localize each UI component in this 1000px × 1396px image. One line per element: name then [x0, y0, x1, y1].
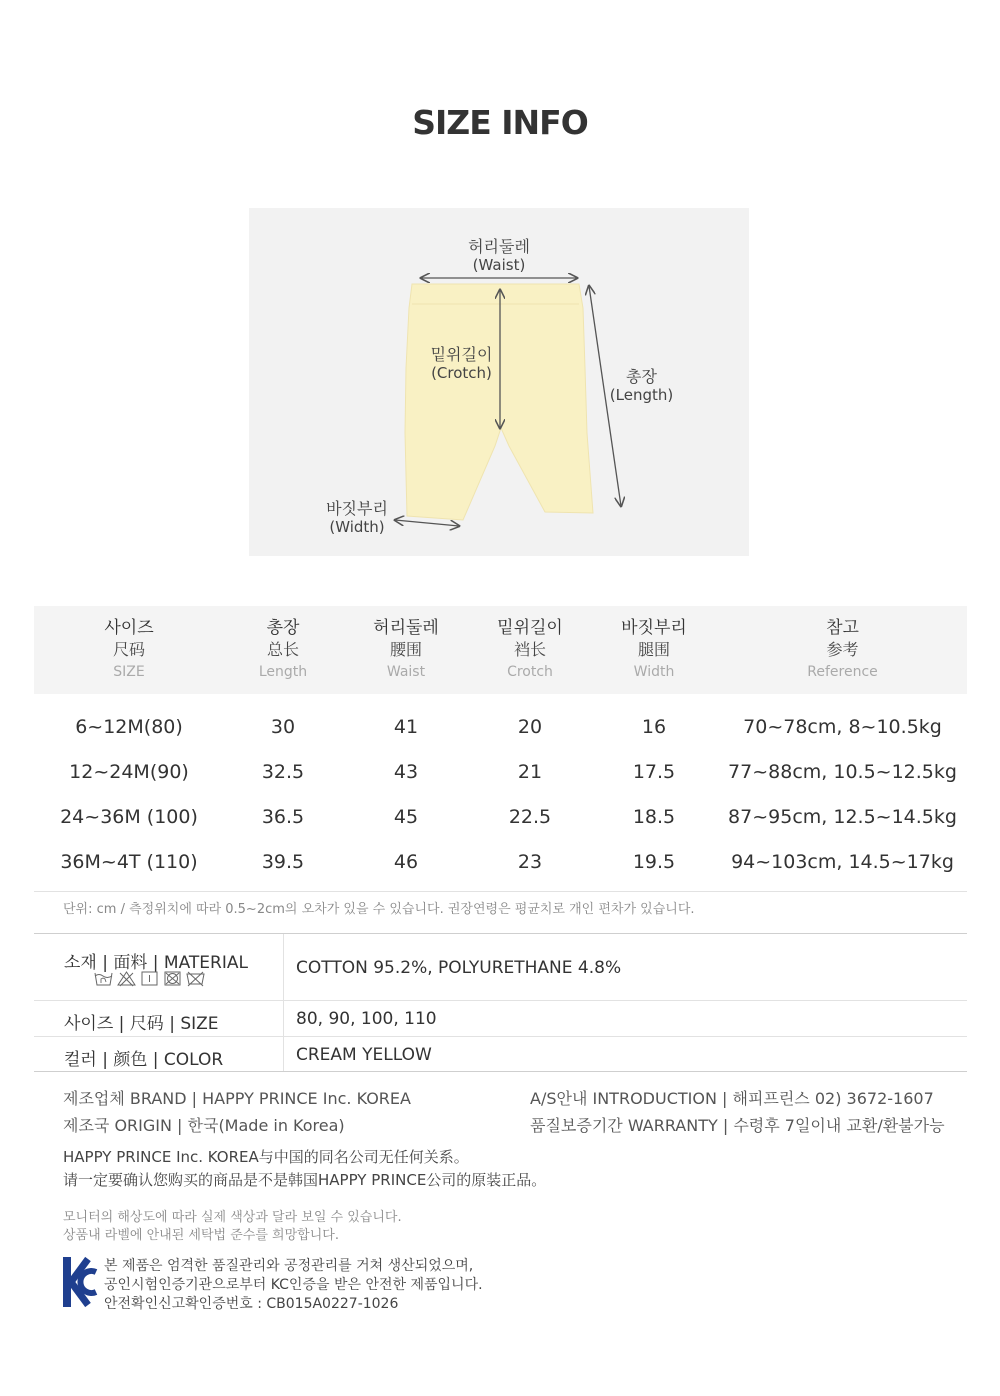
header-crotch: 밑위길이 裆长 Crotch — [470, 606, 590, 694]
material-value: COTTON 95.2%, POLYURETHANE 4.8% — [296, 958, 622, 978]
width-arrow — [395, 520, 459, 526]
header-size: 사이즈 尺码 SIZE — [34, 606, 224, 694]
header-reference: 참고 参考 Reference — [718, 606, 967, 694]
cell-waist: 45 — [393, 805, 419, 828]
table-row — [34, 694, 967, 749]
material-label: 소재 | 面料 | MATERIAL — [64, 953, 248, 973]
size-table-header — [34, 606, 967, 694]
kc-text-line: 공인시험인증기관으로부터 KC인증을 받은 안전한 제품입니다. — [104, 1277, 483, 1293]
cell-length: 32.5 — [261, 760, 305, 783]
cell-reference: 94~103cm, 14.5~17kg — [731, 850, 954, 873]
cell-reference: 77~88cm, 10.5~12.5kg — [728, 760, 957, 783]
cell-length: 36.5 — [261, 805, 305, 828]
divider — [34, 1071, 967, 1072]
kc-text-line: 안전확인신고확인증번호 : CB015A0227-1026 — [104, 1296, 399, 1312]
cell-reference: 87~95cm, 12.5~14.5kg — [728, 805, 957, 828]
monitor-notice-line: 모니터의 해상도에 따라 실제 색상과 달라 보일 수 있습니다. — [63, 1210, 402, 1225]
column-divider — [283, 1001, 284, 1036]
cell-crotch: 21 — [517, 760, 543, 783]
column-divider — [283, 1037, 284, 1071]
cell-waist: 41 — [393, 715, 419, 738]
brand-maker: 제조업체 BRAND | HAPPY PRINCE Inc. KOREA — [63, 1089, 411, 1108]
size-table — [34, 606, 967, 884]
size-value: 80, 90, 100, 110 — [296, 1009, 437, 1029]
kc-mark-icon — [62, 1256, 98, 1312]
monitor-notice-line: 상품내 라벨에 안내된 세탁법 준수를 희망합니다. — [63, 1228, 339, 1243]
brand-origin: 제조국 ORIGIN | 한국(Made in Korea) — [63, 1116, 345, 1135]
size-row — [34, 1001, 967, 1036]
table-row — [34, 794, 967, 839]
no-tumble-dry-icon — [163, 970, 182, 987]
table-row — [34, 749, 967, 794]
china-notice-line: 请一定要确认您购买的商品是不是韩国HAPPY PRINCE公司的原装正品。 — [63, 1171, 547, 1189]
cell-width: 17.5 — [632, 760, 676, 783]
cell-width: 19.5 — [632, 850, 676, 873]
cell-size: 36M~4T (110) — [60, 850, 198, 873]
header-width: 바짓부리 腿围 Width — [590, 606, 718, 694]
cell-size: 12~24M(90) — [69, 760, 189, 783]
cell-waist: 46 — [393, 850, 419, 873]
cell-reference: 70~78cm, 8~10.5kg — [743, 715, 942, 738]
no-bleach-icon — [117, 970, 136, 987]
cell-length: 30 — [270, 715, 296, 738]
cell-size: 24~36M (100) — [60, 805, 198, 828]
material-row — [34, 934, 967, 1000]
measurement-note: 단위: cm / 측정위치에 따라 0.5~2cm의 오차가 있을 수 있습니다. 권장연령은 평균치로 개인 편차가 있습니다. — [63, 902, 695, 917]
line-dry-icon — [140, 970, 159, 987]
cell-width: 18.5 — [632, 805, 676, 828]
header-waist: 허리둘레 腰围 Waist — [342, 606, 470, 694]
hand-wash-icon — [94, 970, 113, 987]
cell-crotch: 20 — [517, 715, 543, 738]
cell-waist: 43 — [393, 760, 419, 783]
color-value: CREAM YELLOW — [296, 1045, 432, 1065]
cell-crotch: 22.5 — [508, 805, 552, 828]
divider — [34, 891, 967, 892]
color-label: 컬러 | 颜色 | COLOR — [64, 1050, 224, 1070]
crotch-label: 밑위길이 (Crotch) — [430, 345, 493, 382]
cell-crotch: 23 — [517, 850, 543, 873]
cell-width: 16 — [641, 715, 667, 738]
size-label: 사이즈 | 尺码 | SIZE — [64, 1014, 219, 1034]
width-label: 바짓부리 (Width) — [326, 499, 388, 536]
pants-shape — [405, 284, 593, 520]
column-divider — [283, 934, 284, 1000]
garment-diagram — [249, 208, 749, 556]
kc-text-line: 본 제품은 엄격한 품질관리와 공정관리를 거쳐 생산되었으며, — [104, 1258, 474, 1274]
waist-label: 허리둘레 (Waist) — [468, 237, 530, 274]
length-label: 총장 (Length) — [609, 367, 674, 404]
color-row — [34, 1037, 967, 1071]
page-title: SIZE INFO — [412, 103, 588, 142]
care-icons — [94, 970, 205, 987]
table-row — [34, 839, 967, 884]
warranty-info: 품질보증기간 WARRANTY | 수령후 7일이내 교환/환불가능 — [530, 1116, 945, 1135]
cell-length: 39.5 — [261, 850, 305, 873]
china-notice-line: HAPPY PRINCE Inc. KOREA与中国的同名公司无任何关系。 — [63, 1148, 469, 1166]
cell-size: 6~12M(80) — [75, 715, 183, 738]
as-info: A/S안내 INTRODUCTION | 해피프린스 02) 3672-1607 — [530, 1089, 934, 1108]
header-length: 총장 总长 Length — [224, 606, 342, 694]
no-dry-clean-icon — [186, 970, 205, 987]
